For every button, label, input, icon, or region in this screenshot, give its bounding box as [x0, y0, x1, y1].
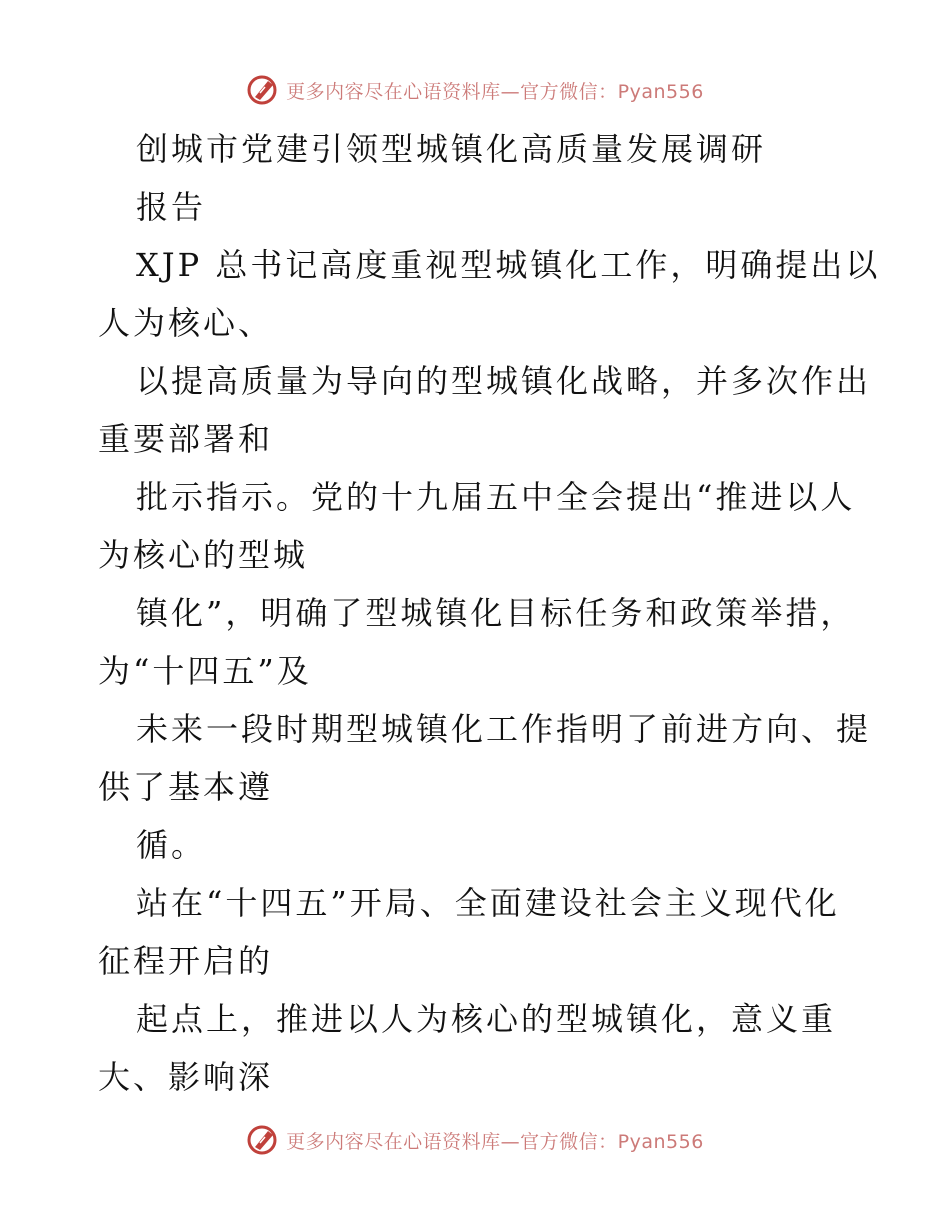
doc-title-line-2: 报告 — [136, 188, 207, 226]
pen-nib-logo-icon — [246, 1123, 280, 1157]
paragraph-line: 重要部署和 — [98, 420, 274, 458]
paragraph-line: 起点上，推进以人为核心的型城镇化，意义重 — [136, 1000, 837, 1038]
paragraph-line: 未来一段时期型城镇化工作指明了前进方向、提 — [136, 710, 872, 748]
paragraph-line: 为“十四五”及 — [98, 652, 312, 690]
paragraph-line: 供了基本遵 — [98, 768, 274, 806]
pen-nib-logo-icon — [246, 73, 280, 107]
paragraph-line: 征程开启的 — [98, 942, 274, 980]
paragraph-line: 站在“十四五”开局、全面建设社会主义现代化 — [136, 884, 840, 922]
paragraph-line: 人为核心、 — [98, 304, 274, 342]
paragraph-line: 为核心的型城 — [98, 536, 309, 574]
header-banner — [0, 70, 950, 110]
paragraph-line: 大、影响深 — [98, 1058, 274, 1096]
footer-banner-text: 更多内容尽在心语资料库—官方微信：Pyan556 — [286, 1130, 704, 1153]
paragraph-line: 以提高质量为导向的型城镇化战略，并多次作出 — [136, 362, 872, 400]
paragraph-line: 镇化”，明确了型城镇化目标任务和政策举措， — [136, 594, 856, 632]
doc-title-line-1: 创城市党建引领型城镇化高质量发展调研 — [136, 130, 767, 168]
paragraph-line: 循。 — [136, 826, 207, 864]
paragraph-line: 批示指示。党的十九届五中全会提出“推进以人 — [136, 478, 856, 516]
document-body — [98, 120, 881, 1106]
footer-banner — [0, 1120, 950, 1160]
paragraph-line: XJP 总书记高度重视型城镇化工作，明确提出以 — [136, 246, 881, 284]
header-banner-text: 更多内容尽在心语资料库—官方微信：Pyan556 — [286, 80, 704, 103]
